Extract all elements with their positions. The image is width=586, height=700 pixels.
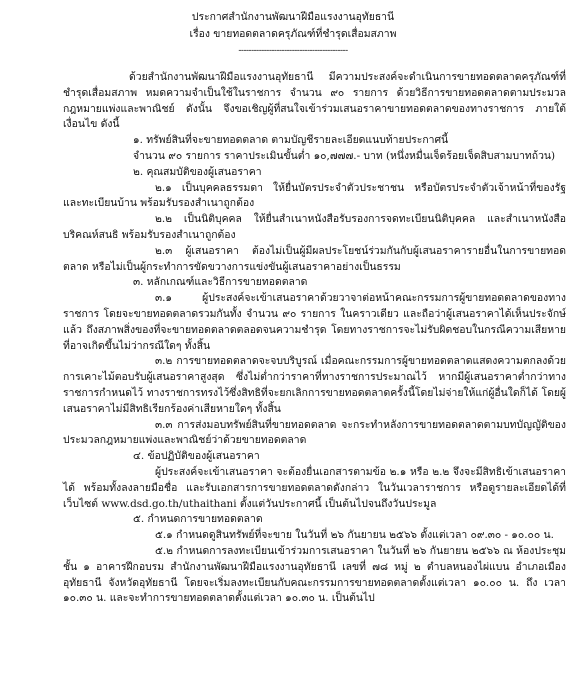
announcement-title: ประกาศสำนักงานพัฒนาฝีมือแรงงานอุทัยธานี bbox=[191, 11, 395, 23]
section-4-text-post: ตั้งแต่วันประกาศนี้ เป็นต้นไปจนถึงวันประมูล bbox=[236, 497, 437, 510]
section-3-2: ๓.๒ การขายทอดตลาดจะจบบริบูรณ์ เมื่อคณะกรรมการผู้ขายทอดตลาดแสดงความตกลงด้วยการเคาะไม้ตอบรับผู้เสนอราคาสูงสุด ซึ่งไม่ต่ำกว่าราคาที่ทางราชการประมาณไว้ หากมีผู้เสนอราคาต่ำกว่าทางราชการกำหนดไว้ ทางราชการทรงไว้ซึ่งสิทธิที่จะยกเลิกการขายทอดตลาดครั้งนี้โดยไม่จ่ายให้แก่ผู้อื่นใดก็ได้ โดยผู้เสนอราคาไม่มีสิทธิเรียกร้องค่าเสียหายใดๆ ทั้งสิ้น bbox=[63, 355, 566, 415]
section-2-1: ๒.๑ เป็นบุคคลธรรมดา ให้ยื่นบัตรประจำตัวประชาชน หรือบัตรประจำตัวเจ้าหน้าที่ของรัฐ และทะเบียนบ้าน พร้อมรับรองสำเนาถูกต้อง bbox=[63, 181, 566, 210]
section-3-3: ๓.๓ การส่งมอบทรัพย์สินที่ขายทอดตลาด จะกระทำหลังการขายทอดตลาดตามบทบัญญัติของประมวลกฎหมายแพ่งและพาณิชย์ว่าด้วยขายทอดตลาด bbox=[63, 418, 566, 447]
section-2-3: ๒.๓ ผู้เสนอราคา ต้องไม่เป็นผู้มีผลประโยชน์ร่วมกันกับผู้เสนอราคารายอื่นในการขายทอดตลาด หรือไม่เป็นผู้กระทำการขัดขวางการแข่งขันผู้เสนอราคาอย่างเป็นธรรม bbox=[63, 244, 566, 273]
section-4-detail bbox=[63, 465, 566, 512]
section-3-heading: ๓. หลักเกณฑ์และวิธีการขายทอดตลาด bbox=[133, 276, 308, 289]
title-divider: ------------------------------------------- bbox=[238, 46, 348, 56]
section-4-text-pre: ผู้ประสงค์จะเข้าเสนอราคา จะต้องยื่นเอกสารตามข้อ ๒.๑ หรือ ๒.๒ จึงจะมีสิทธิเข้าเสนอราคาได้ พร้อมทั้งลงลายมือชื่อ และรับเอกสารการขายทอดตลาดดังกล่าว ในวันเวลาราชการ หรือดูรายละเอียดได้ที่เว็บไซต์ bbox=[63, 465, 566, 510]
section-2-2: ๒.๒ เป็นนิติบุคคล ให้ยื่นสำเนาหนังสือรับรองการจดทะเบียนนิติบุคคล และสำเนาหนังสือบริคณห์สนธิ พร้อมรับรองสำเนาถูกต้อง bbox=[63, 213, 566, 241]
section-2-heading: ๒. คุณสมบัติของผู้เสนอราคา bbox=[133, 165, 262, 178]
section-5-1: ๕.๑ กำหนดดูสินทรัพย์ที่จะขาย ในวันที่ ๒๖ กันยายน ๒๕๖๖ ตั้งแต่เวลา ๐๙.๓๐ - ๑๐.๐๐ น. bbox=[155, 529, 554, 542]
section-1-detail: จำนวน ๙๐ รายการ ราคาประเมินขั้นต่ำ ๑๐,๗๗๗.- บาท (หนึ่งหมื่นเจ็ดร้อยเจ็ดสิบสามบาทถ้วน) bbox=[133, 149, 556, 162]
section-5-heading: ๕. กำหนดการขายทอดตลาด bbox=[133, 513, 263, 526]
announcement-subject: เรื่อง ขายทอดตลาดครุภัณฑ์ที่ชำรุดเสื่อมสภาพ bbox=[189, 28, 397, 40]
section-4-heading: ๔. ข้อปฏิบัติของผู้เสนอราคา bbox=[133, 450, 260, 463]
section-1-heading: ๑. ทรัพย์สินที่จะขายทอดตลาด ตามบัญชีรายละเอียดแนบท้ายประกาศนี้ bbox=[133, 134, 449, 147]
website-link[interactable]: www.dsd.go.th/uthaithani bbox=[101, 497, 237, 510]
section-5-2: ๕.๒ กำหนดการลงทะเบียนเข้าร่วมการเสนอราคา ในวันที่ ๒๖ กันยายน ๒๕๖๖ ณ ห้องประชุมชั้น ๑ อาคารฝึกอบรม สำนักงานพัฒนาฝีมือแรงงานอุทัยธานี เลขที่ ๗๘ หมู่ ๒ ตำบลหนองไผ่แบน อำเภอเมืองอุทัยธานี จังหวัดอุทัยธานี โดยจะเริ่มลงทะเบียนกับคณะกรรมการขายทอดตลาดตั้งแต่เวลา ๑๐.๐๐ น. ถึง เวลา ๑๐.๓๐ น. และจะทำการขายทอดตลาดตั้งแต่เวลา ๑๐.๓๐ น. เป็นต้นไป bbox=[63, 544, 566, 605]
intro-paragraph: ด้วยสำนักงานพัฒนาฝีมือแรงงานอุทัยธานี มีความประสงค์จะดำเนินการขายทอดตลาดครุภัณฑ์ที่ชำรุดเสื่อมสภาพ หมดความจำเป็นใช้ในราชการ จำนวน ๙๐ รายการ ด้วยวิธีการขายทอดตลาดตามประมวลกฎหมายแพ่งและพาณิชย์ ดังนั้น จึงขอเชิญผู้ที่สนใจเข้าร่วมเสนอราคาขายทอดตลาดของทางราชการ ภายใต้เงื่อนไข ดังนี้ bbox=[63, 71, 566, 131]
section-3-1: ๓.๑ ผู้ประสงค์จะเข้าเสนอราคาด้วยวาจาต่อหน้าคณะกรรมการผู้ขายทอดตลาดของทางราชการ โดยจะขายทอดตลาดรวมกันทั้ง จำนวน ๙๐ รายการ ในคราวเดียว และถือว่าผู้เสนอราคาได้เห็นประจักษ์แล้ว ถึงสภาพสิ่งของที่จะขายทอดตลาดตลอดจนความชำรุด โดยทางราชการจะไม่รับผิดชอบในกรณีความเสียหายที่อาจเกิดขึ้นไม่ว่ากรณีใดๆ ทั้งสิ้น bbox=[63, 292, 566, 352]
announcement-body bbox=[63, 70, 566, 607]
